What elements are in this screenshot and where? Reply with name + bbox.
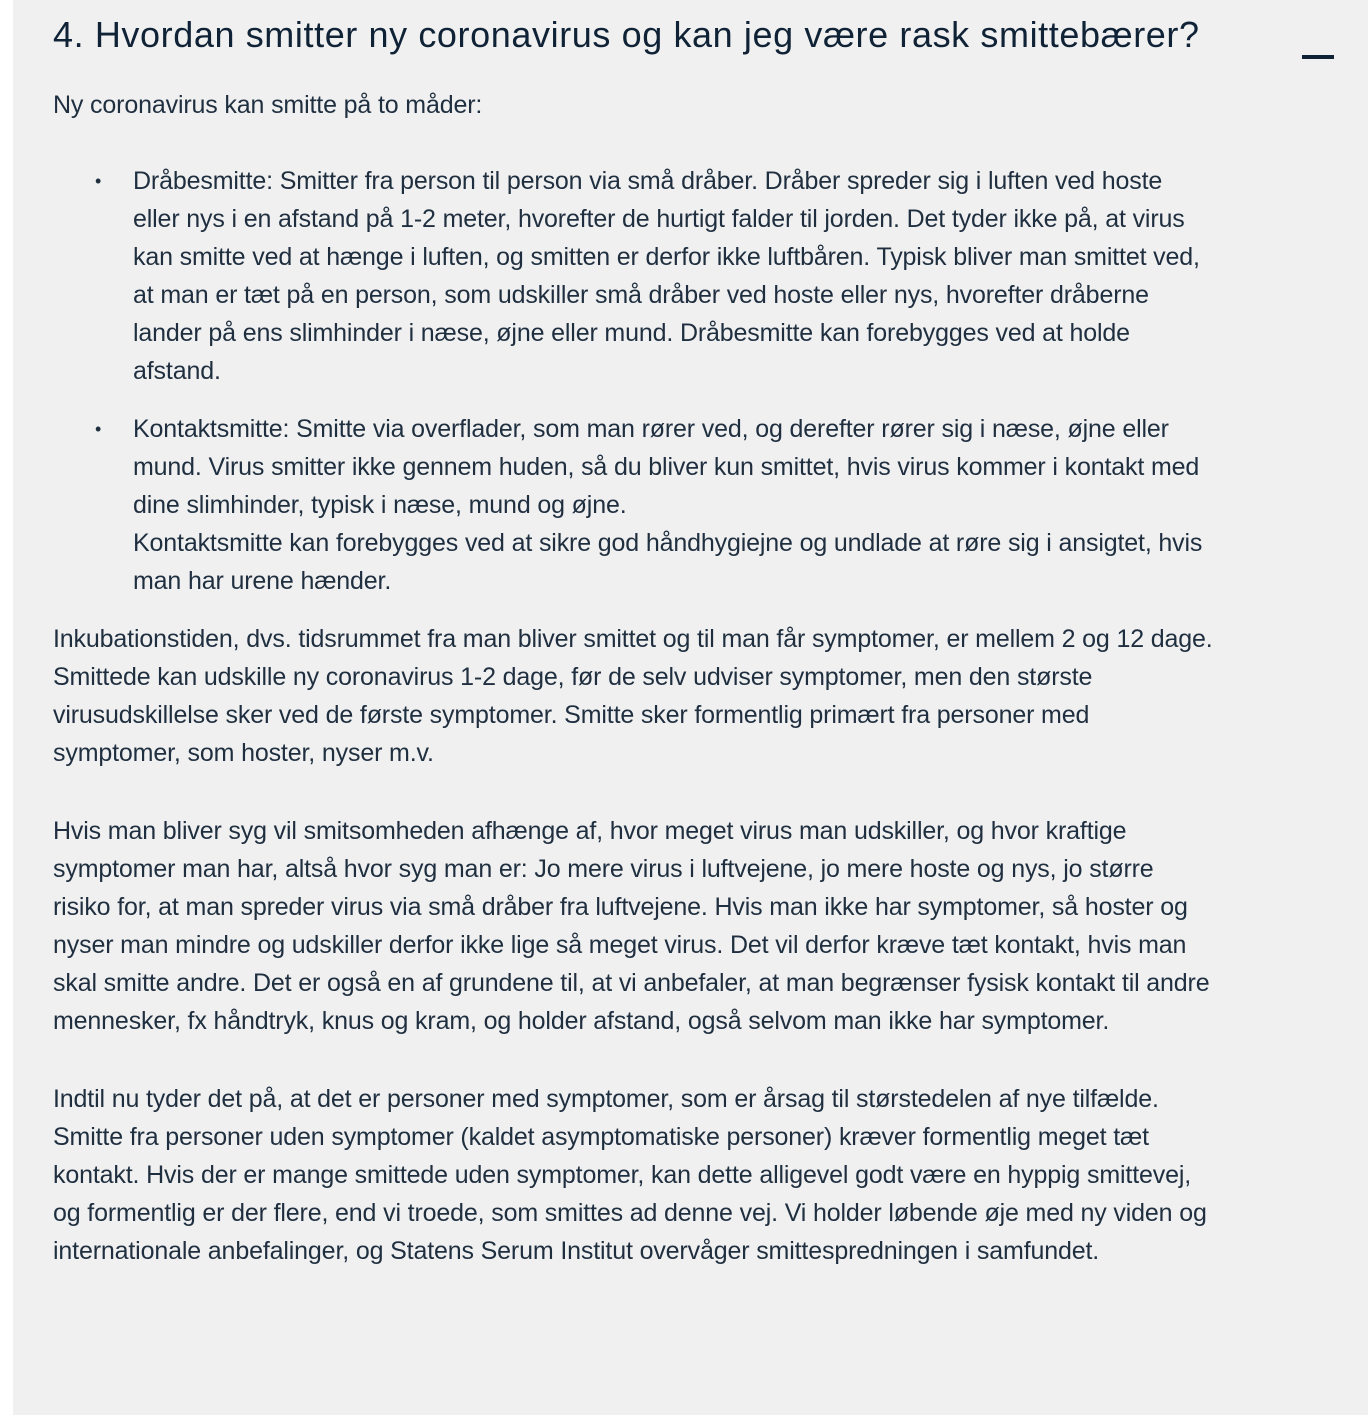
paragraph-asymptomatic: Indtil nu tyder det på, at det er personer med symptomer, som er årsag til størstedelen af nye tilfælde. Smitte fra personer uden symptomer (kaldet asymptomatiske personer) kræver formentlig meget tæt kontakt. Hvis der er mange smittede uden symptomer, kan dette alligevel godt være en hyppig smittevej, og formentlig er der flere, end vi troede, som smittes ad denne vej. Vi holder løbende øje med ny viden og internationale anbefalinger, og Statens Serum Institut overvåger smittespredningen i samfundet.	[53, 1085, 1207, 1265]
faq-accordion-item	[13, 0, 1368, 1415]
bullet-icon: •	[95, 419, 102, 439]
list-item-contact	[95, 410, 1213, 600]
transmission-list	[53, 162, 1213, 600]
paragraph-contagiousness: Hvis man bliver syg vil smitsomheden afhænge af, hvor meget virus man udskiller, og hvor kraftige symptomer man har, altså hvor syg man er: Jo mere virus i luftvejene, jo mere hoste og nys, jo større risiko for, at man spreder virus via små dråber fra luftvejene. Hvis man ikke har symptomer, så hoster og nyser man mindre og udskiller derfor ikke lige så meget virus. Det vil derfor kræve tæt kontakt, hvis man skal smitte andre. Det er også en af grundene til, at vi anbefaler, at man begrænser fysisk kontakt til andre mennesker, fx håndtryk, knus og kram, og holder afstand, også selvom man ikke har symptomer.	[53, 817, 1210, 1035]
list-item-extra-text: Kontaktsmitte kan forebygges ved at sikre god håndhygiejne og undlade at røre sig i ansigtet, hvis man har urene hænder.	[133, 529, 1203, 595]
list-item-droplet	[95, 162, 1213, 390]
bullet-icon: •	[95, 171, 102, 191]
faq-question-title[interactable]: 4. Hvordan smitter ny coronavirus og kan jeg være rask smittebærer?	[53, 14, 1200, 55]
list-item-text: Dråbesmitte: Smitter fra person til person via små dråber. Dråber spreder sig i luften ved hoste eller nys i en afstand på 1-2 meter, hvorefter de hurtigt falder til jorden. Det tyder ikke på, at virus kan smitte ved at hænge i luften, og smitten er derfor ikke luftbåren. Typisk bliver man smittet ved, at man er tæt på en person, som udskiller små dråber ved hoste eller nys, hvorefter dråberne lander på ens slimhinder i næse, øjne eller mund. Dråbesmitte kan forebygges ved at holde afstand.	[133, 167, 1200, 385]
minus-icon	[1302, 55, 1334, 59]
list-item-text: Kontaktsmitte: Smitte via overflader, som man rører ved, og derefter rører sig i næse, øjne eller mund. Virus smitter ikke gennem huden, så du bliver kun smittet, hvis virus kommer i kontakt med dine slimhinder, typisk i næse, mund og øjne.	[133, 415, 1200, 519]
paragraph-incubation: Inkubationstiden, dvs. tidsrummet fra man bliver smittet og til man får symptomer, er mellem 2 og 12 dage. Smittede kan udskille ny coronavirus 1-2 dage, før de selv udviser symptomer, men den største virusudskillelse sker ved de første symptomer. Smitte sker formentlig primært fra personer med symptomer, som hoster, nyser m.v.	[53, 625, 1213, 767]
answer-intro: Ny coronavirus kan smitte på to måder:	[53, 91, 483, 119]
faq-answer	[53, 86, 1213, 1270]
collapse-button[interactable]	[1296, 42, 1340, 72]
faq-header[interactable]	[53, 8, 1328, 62]
